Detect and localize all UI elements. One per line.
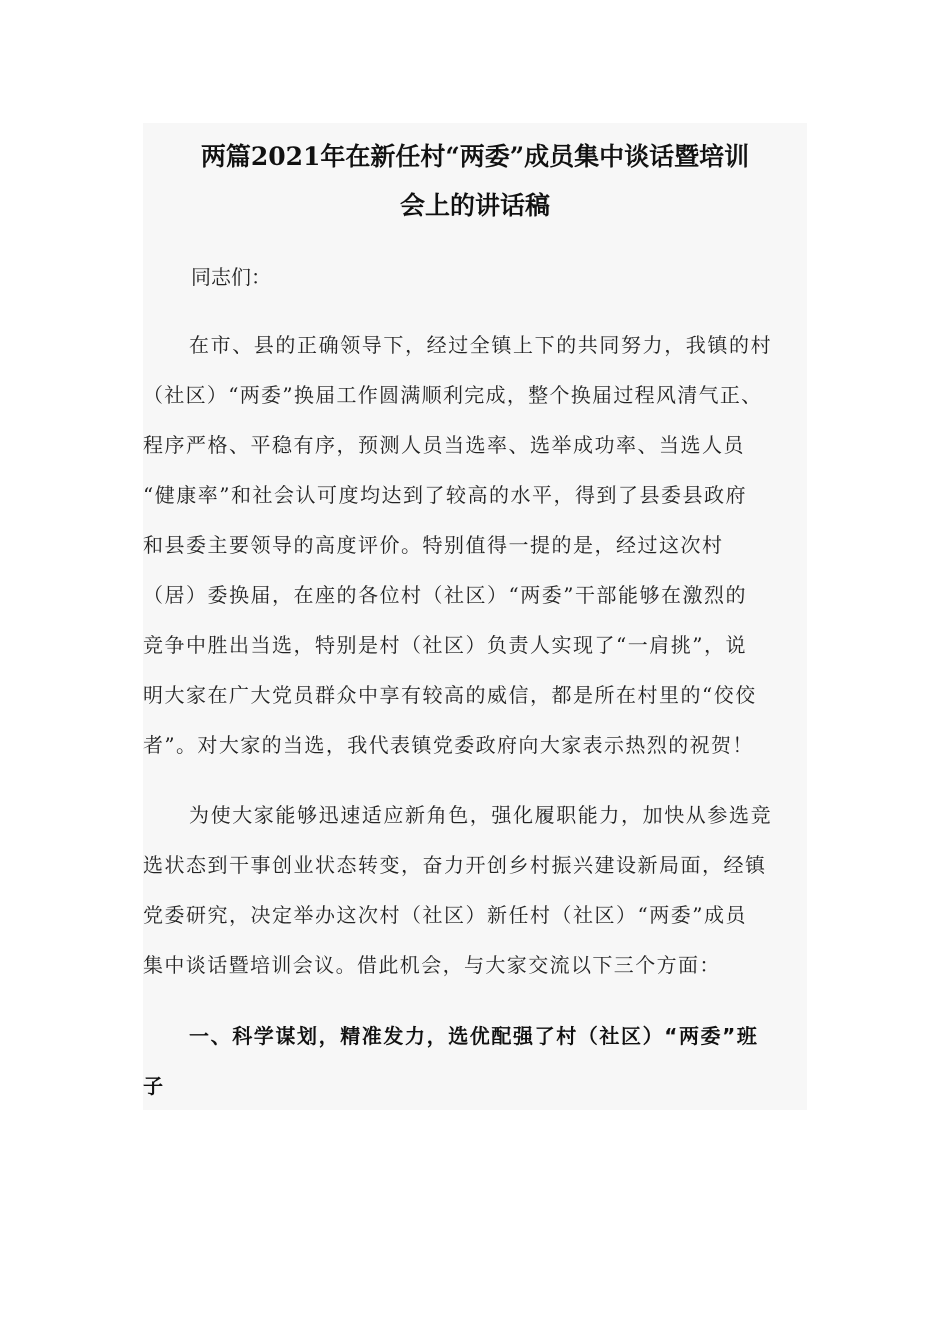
document-title-line-2: 会上的讲话稿 [399,191,550,220]
salutation: 同志们： [191,265,271,289]
document-title-line-1: 两篇2021年在新任村“两委”成员集中谈话暨培训 [200,142,750,171]
paragraph-line: 党委研究，决定举办这次村（社区）新任村（社区）“两委”成员 [143,903,747,927]
paragraph-line: 者”。对大家的当选，我代表镇党委政府向大家表示热烈的祝贺！ [143,733,754,757]
section-1-heading [143,1011,807,1111]
paragraph-line: 明大家在广大党员群众中享有较高的威信，都是所在村里的“佼佼 [143,683,757,707]
heading-line: 一、科学谋划，精准发力，选优配强了村（社区）“两委”班 [189,1024,759,1048]
paragraph-line: （社区）“两委”换届工作圆满顺利完成，整个换届过程风清气正、 [143,383,763,407]
paragraph-line: （居）委换届，在座的各位村（社区）“两委”干部能够在激烈的 [143,583,747,607]
paragraph-line: 程序严格、平稳有序，预测人员当选率、选举成功率、当选人员 [143,433,745,457]
paragraph-1 [143,320,807,770]
document-body [143,123,807,1110]
paragraph-line: 选状态到干事创业状态转变，奋力开创乡村振兴建设新局面，经镇 [143,853,767,877]
paragraph-line: 竞争中胜出当选，特别是村（社区）负责人实现了“一肩挑”，说 [143,633,747,657]
paragraph-line: 在市、县的正确领导下，经过全镇上下的共同努力，我镇的村 [189,333,773,357]
paragraph-line: “健康率”和社会认可度均达到了较高的水平，得到了县委县政府 [143,483,747,507]
paragraph-line: 和县委主要领导的高度评价。特别值得一提的是，经过这次村 [143,533,724,557]
paragraph-line: 集中谈话暨培训会议。借此机会，与大家交流以下三个方面： [143,953,721,977]
paragraph-line: 为使大家能够迅速适应新角色，强化履职能力，加快从参选竞 [189,803,773,827]
heading-line: 子 [143,1074,163,1098]
paragraph-2 [143,790,807,990]
